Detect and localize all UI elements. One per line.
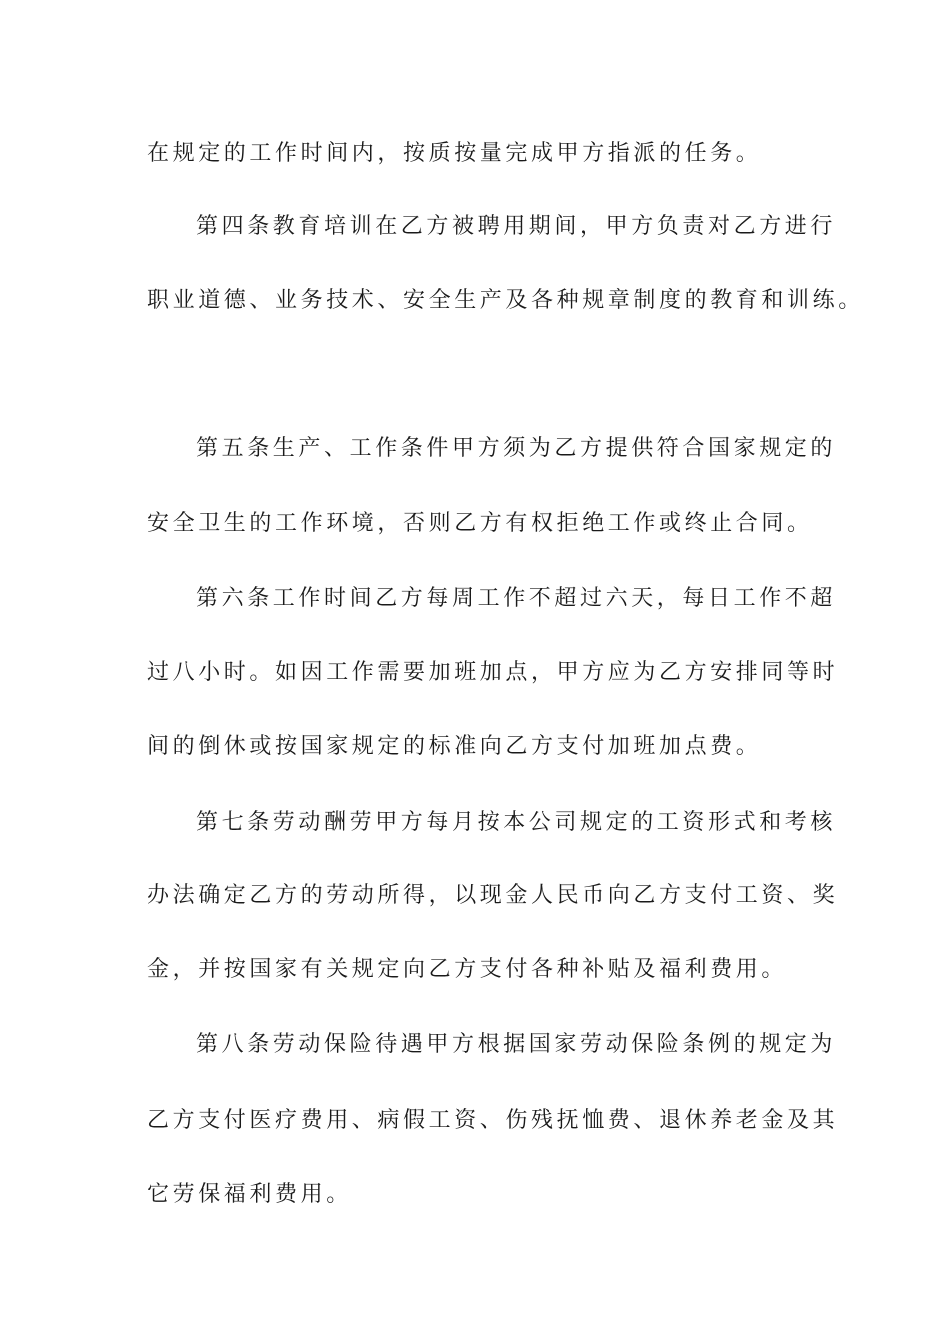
text-line: 它劳保福利费用。 (147, 1182, 352, 1207)
text-line: 金，并按国家有关规定向乙方支付各种补贴及福利费用。 (147, 957, 788, 982)
text-line: 第七条劳动酬劳甲方每月按本公司规定的工资形式和考核 (196, 810, 837, 835)
text-line: 第八条劳动保险待遇甲方根据国家劳动保险条例的规定为 (196, 1032, 837, 1057)
text-line: 间的倒休或按国家规定的标准向乙方支付加班加点费。 (147, 734, 762, 759)
text-line: 第六条工作时间乙方每周工作不超过六天，每日工作不超 (196, 586, 837, 611)
text-line: 过八小时。如因工作需要加班加点，甲方应为乙方安排同等时 (147, 660, 839, 685)
text-line: 乙方支付医疗费用、病假工资、伤残抚恤费、退休养老金及其 (147, 1108, 839, 1133)
text-line: 第五条生产、工作条件甲方须为乙方提供符合国家规定的 (196, 436, 837, 461)
text-line: 安全卫生的工作环境，否则乙方有权拒绝工作或终止合同。 (147, 511, 813, 536)
text-line: 在规定的工作时间内，按质按量完成甲方指派的任务。 (147, 141, 762, 166)
text-line: 第四条教育培训在乙方被聘用期间，甲方负责对乙方进行 (196, 214, 837, 239)
text-line: 办法确定乙方的劳动所得，以现金人民币向乙方支付工资、奖 (147, 883, 839, 908)
text-line: 职业道德、业务技术、安全生产及各种规章制度的教育和训练。 (147, 288, 864, 313)
